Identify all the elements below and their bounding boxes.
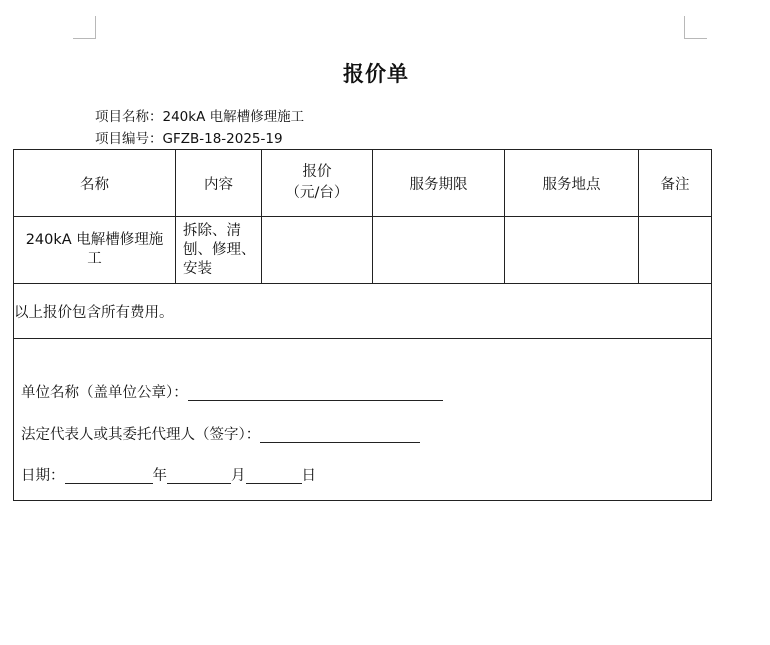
- project-number-line: [95, 129, 283, 149]
- project-name-line: [95, 107, 304, 127]
- quotation-table: [13, 149, 712, 501]
- header-price-label: 报价: [302, 164, 332, 180]
- representative-label: 法定代表人或其委托代理人（签字）：: [21, 427, 261, 443]
- cell-price[interactable]: [262, 217, 373, 284]
- header-content: 内容: [176, 150, 262, 217]
- unit-name-label: 单位名称（盖单位公章）：: [21, 385, 188, 401]
- month-blank[interactable]: [167, 467, 231, 484]
- project-name-value: 240kA 电解槽修理施工: [162, 109, 305, 125]
- date-line: [21, 464, 316, 485]
- cell-service-location[interactable]: [505, 217, 639, 284]
- project-number-value: GFZB-18-2025-19: [162, 131, 283, 147]
- document-title: 报价单: [343, 62, 409, 86]
- cell-service-period[interactable]: [373, 217, 505, 284]
- table-row: [14, 217, 712, 284]
- header-name: 名称: [14, 150, 176, 217]
- price-note: 以上报价包含所有费用。: [14, 284, 712, 339]
- header-service-period: 服务期限: [373, 150, 505, 217]
- signature-block: [14, 339, 712, 501]
- project-name-label: 项目名称：: [95, 109, 163, 125]
- note-row: [14, 284, 712, 339]
- cell-remarks[interactable]: [639, 217, 712, 284]
- signature-row: [14, 339, 712, 501]
- table-header-row: [14, 150, 712, 217]
- header-remarks: 备注: [639, 150, 712, 217]
- project-number-label: 项目编号：: [95, 131, 163, 147]
- month-label: 月: [231, 468, 246, 484]
- cell-content: 拆除、清刨、修理、安装: [176, 217, 262, 284]
- year-label: 年: [152, 468, 167, 484]
- date-label: 日期：: [21, 468, 65, 484]
- unit-name-blank[interactable]: [188, 384, 443, 401]
- header-price-unit: （元/台）: [285, 185, 349, 201]
- representative-line: [21, 423, 420, 444]
- page-corner-mark-left: [73, 16, 96, 39]
- year-blank[interactable]: [65, 467, 153, 484]
- page-corner-mark-right: [684, 16, 707, 39]
- header-price: [262, 150, 373, 217]
- representative-blank[interactable]: [260, 426, 420, 443]
- day-label: 日: [301, 468, 316, 484]
- day-blank[interactable]: [246, 467, 302, 484]
- header-service-location: 服务地点: [505, 150, 639, 217]
- cell-name: 240kA 电解槽修理施工: [14, 217, 176, 284]
- unit-name-line: [21, 381, 443, 402]
